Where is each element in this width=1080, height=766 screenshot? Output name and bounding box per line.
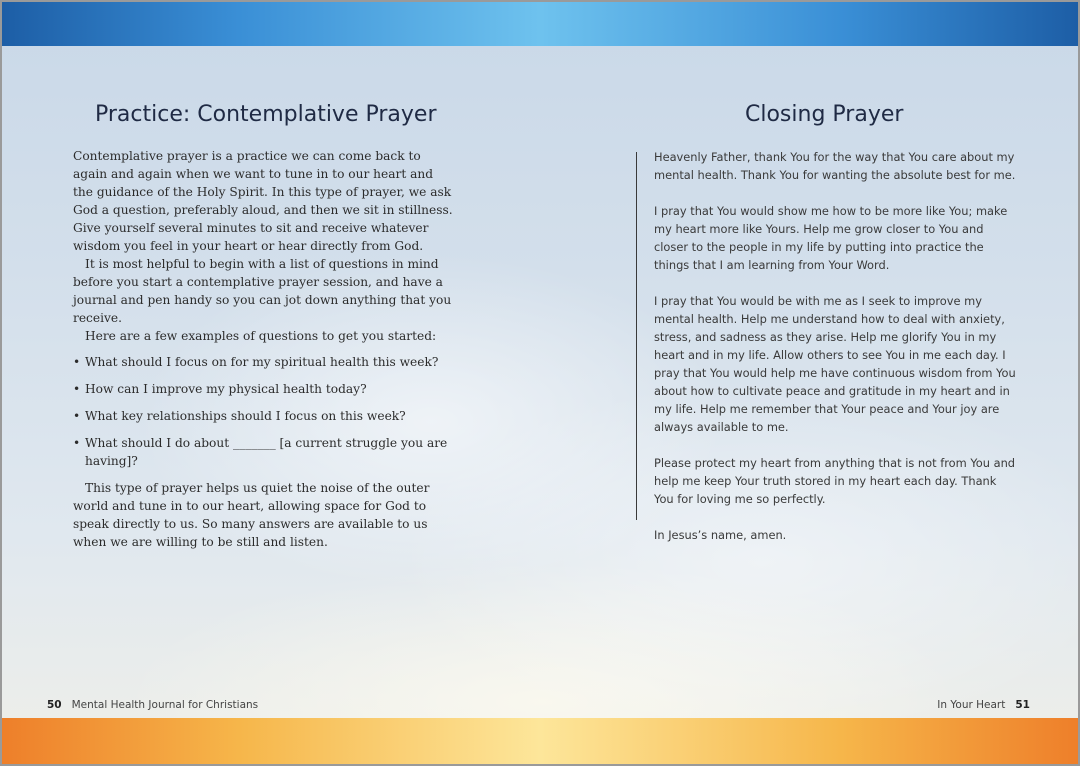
left-running-head: Mental Health Journal for Christians [71, 699, 259, 711]
right-page-title: Closing Prayer [745, 102, 904, 127]
prayer-paragraph: Heavenly Father, thank You for the way that You care about my mental health. Thank You for wanting the absolute best for me. [654, 150, 1016, 182]
right-page-number: 51 [1015, 699, 1030, 711]
question-list [73, 353, 453, 470]
left-closing-paragraph: This type of prayer helps us quiet the noise of the outer world and tune in to our heart, allowing space for God to speak directly to us. So many answers are available to us when we are willing to be still and listen. [73, 481, 430, 549]
bottom-color-band [2, 718, 1078, 764]
prayer-paragraph: I pray that You would be with me as I seek to improve my mental health. Help me understand how to deal with anxiety, stress, and sadness as they arise. Help me glorify You in my heart and in my life. Allow others to see You in me each day. I pray that You would help me have continuous wisdom from You about how to cultivate peace and gratitude in my heart and in my life. Help me remember that Your peace and Your joy are always available to me. [654, 294, 1016, 434]
question-text: How can I improve my physical health today? [85, 382, 367, 396]
question-list-item [73, 434, 453, 470]
right-running-head: In Your Heart [937, 699, 1006, 711]
book-spread [2, 2, 1078, 764]
bullet-icon: • [73, 382, 81, 396]
left-page-body [73, 147, 453, 551]
left-paragraph: Contemplative prayer is a practice we can come back to again and again when we want to tune in to our heart and the guidance of the Holy Spirit. In this type of prayer, we ask God a question, preferably aloud, and then we sit in stillness. Give yourself several minutes to sit and receive whatever wisdom you feel in your heart or hear directly from God. [73, 149, 453, 253]
vertical-rule [636, 152, 637, 520]
question-list-item [73, 407, 453, 425]
question-list-item [73, 353, 453, 371]
left-paragraph: Here are a few examples of questions to get you started: [85, 329, 437, 343]
top-color-band [2, 2, 1078, 46]
bullet-icon: • [73, 409, 81, 423]
right-footer [937, 699, 1030, 711]
prayer-paragraph: I pray that You would show me how to be more like You; make my heart more like Yours. Help me grow closer to You and closer to the people in my life by putting into practice the things that I am learning from Your Word. [654, 204, 1008, 272]
bullet-icon: • [73, 436, 81, 450]
right-page-body [654, 148, 1016, 544]
left-paragraph: It is most helpful to begin with a list of questions in mind before you start a contemplative prayer session, and have a journal and pen handy so you can jot down anything that you receive. [73, 257, 452, 325]
prayer-paragraph: In Jesus’s name, amen. [654, 528, 787, 542]
question-text: What key relationships should I focus on this week? [85, 409, 406, 423]
left-page-title: Practice: Contemplative Prayer [95, 102, 437, 127]
question-text: What should I do about _______ [a current struggle you are having]? [85, 436, 448, 468]
left-footer [47, 699, 258, 711]
question-list-item [73, 380, 453, 398]
question-text: What should I focus on for my spiritual health this week? [85, 355, 439, 369]
left-page-number: 50 [47, 699, 62, 711]
bullet-icon: • [73, 355, 81, 369]
prayer-paragraph: Please protect my heart from anything that is not from You and help me keep Your truth stored in my heart each day. Thank You for loving me so perfectly. [654, 456, 1016, 506]
